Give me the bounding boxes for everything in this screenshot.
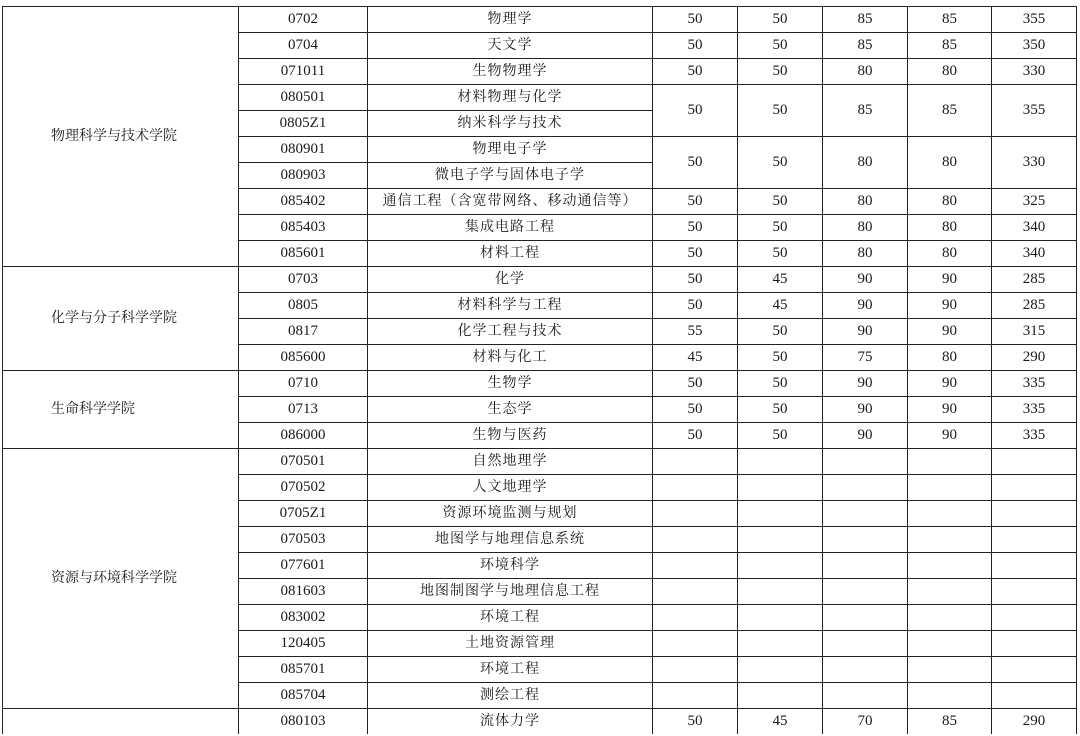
total-score: [992, 605, 1077, 631]
major-code: 080501: [239, 85, 368, 111]
foreign-language-score: 50: [738, 241, 823, 267]
politics-score: 50: [653, 267, 738, 293]
foreign-language-score: 50: [738, 319, 823, 345]
major-name: 材料与化工: [368, 345, 653, 371]
subject1-score: 85: [823, 33, 908, 59]
total-score: 340: [992, 215, 1077, 241]
subject2-score: 90: [908, 319, 992, 345]
subject2-score: [908, 527, 992, 553]
major-code: 070503: [239, 527, 368, 553]
politics-score: 50: [653, 59, 738, 85]
subject1-score: [823, 501, 908, 527]
major-code: 0710: [239, 371, 368, 397]
politics-score: 50: [653, 215, 738, 241]
table-row: [3, 267, 1077, 293]
table-row: [3, 709, 1077, 735]
foreign-language-score: 50: [738, 85, 823, 137]
major-code: 083002: [239, 605, 368, 631]
politics-score: [653, 605, 738, 631]
politics-score: [653, 449, 738, 475]
subject1-score: 80: [823, 215, 908, 241]
major-name: 环境工程: [368, 605, 653, 631]
subject2-score: 85: [908, 709, 992, 735]
subject2-score: 90: [908, 397, 992, 423]
major-code: 0702: [239, 7, 368, 33]
major-name: 生物物理学: [368, 59, 653, 85]
total-score: [992, 657, 1077, 683]
total-score: [992, 449, 1077, 475]
subject2-score: [908, 449, 992, 475]
major-code: 085704: [239, 683, 368, 709]
subject1-score: 80: [823, 241, 908, 267]
foreign-language-score: 50: [738, 7, 823, 33]
major-name: 环境工程: [368, 657, 653, 683]
total-score: [992, 631, 1077, 657]
foreign-language-score: [738, 579, 823, 605]
major-name: 人文地理学: [368, 475, 653, 501]
foreign-language-score: [738, 683, 823, 709]
major-name: 土地资源管理: [368, 631, 653, 657]
total-score: 335: [992, 371, 1077, 397]
subject2-score: [908, 501, 992, 527]
college-name: 生命科学学院: [3, 371, 239, 449]
foreign-language-score: [738, 631, 823, 657]
subject1-score: [823, 631, 908, 657]
total-score: [992, 501, 1077, 527]
foreign-language-score: 50: [738, 215, 823, 241]
major-name: 化学工程与技术: [368, 319, 653, 345]
subject2-score: [908, 605, 992, 631]
total-score: 335: [992, 423, 1077, 449]
major-code: 085601: [239, 241, 368, 267]
major-name: 资源环境监测与规划: [368, 501, 653, 527]
major-code: 0705Z1: [239, 501, 368, 527]
total-score: 340: [992, 241, 1077, 267]
major-code: 085701: [239, 657, 368, 683]
politics-score: 50: [653, 397, 738, 423]
subject1-score: 90: [823, 267, 908, 293]
table-row: [3, 371, 1077, 397]
subject2-score: [908, 631, 992, 657]
total-score: 350: [992, 33, 1077, 59]
major-name: 生物学: [368, 371, 653, 397]
subject1-score: 90: [823, 319, 908, 345]
foreign-language-score: 45: [738, 709, 823, 735]
politics-score: 50: [653, 137, 738, 189]
foreign-language-score: 50: [738, 137, 823, 189]
score-table-body: [3, 7, 1077, 735]
major-code: 080103: [239, 709, 368, 735]
subject1-score: [823, 683, 908, 709]
foreign-language-score: 50: [738, 345, 823, 371]
subject1-score: 90: [823, 397, 908, 423]
major-code: 0703: [239, 267, 368, 293]
major-name: 生态学: [368, 397, 653, 423]
subject1-score: 80: [823, 189, 908, 215]
total-score: [992, 475, 1077, 501]
major-name: 材料工程: [368, 241, 653, 267]
major-code: 081603: [239, 579, 368, 605]
major-code: 085403: [239, 215, 368, 241]
foreign-language-score: [738, 657, 823, 683]
major-name: 微电子学与固体电子学: [368, 163, 653, 189]
score-table-container: [2, 6, 1077, 735]
subject2-score: [908, 683, 992, 709]
foreign-language-score: [738, 527, 823, 553]
politics-score: [653, 631, 738, 657]
subject2-score: 80: [908, 215, 992, 241]
major-name: 流体力学: [368, 709, 653, 735]
subject2-score: 90: [908, 423, 992, 449]
subject1-score: [823, 475, 908, 501]
subject1-score: 80: [823, 59, 908, 85]
major-name: 测绘工程: [368, 683, 653, 709]
foreign-language-score: 50: [738, 397, 823, 423]
politics-score: [653, 579, 738, 605]
foreign-language-score: 45: [738, 293, 823, 319]
major-name: 材料物理与化学: [368, 85, 653, 111]
politics-score: 50: [653, 709, 738, 735]
total-score: 290: [992, 345, 1077, 371]
college-name: 物理科学与技术学院: [3, 7, 239, 267]
total-score: 330: [992, 59, 1077, 85]
subject2-score: 80: [908, 137, 992, 189]
total-score: [992, 527, 1077, 553]
subject2-score: 80: [908, 345, 992, 371]
foreign-language-score: 50: [738, 59, 823, 85]
major-code: 0704: [239, 33, 368, 59]
politics-score: 50: [653, 7, 738, 33]
major-name: 集成电路工程: [368, 215, 653, 241]
subject2-score: 80: [908, 241, 992, 267]
subject1-score: 90: [823, 293, 908, 319]
total-score: 285: [992, 293, 1077, 319]
major-name: 物理学: [368, 7, 653, 33]
major-code: 086000: [239, 423, 368, 449]
subject1-score: [823, 449, 908, 475]
major-code: 0805Z1: [239, 111, 368, 137]
total-score: 355: [992, 85, 1077, 137]
major-name: 材料科学与工程: [368, 293, 653, 319]
subject2-score: 85: [908, 85, 992, 137]
major-name: 地图制图学与地理信息工程: [368, 579, 653, 605]
subject2-score: [908, 475, 992, 501]
major-name: 纳米科学与技术: [368, 111, 653, 137]
foreign-language-score: [738, 501, 823, 527]
total-score: 290: [992, 709, 1077, 735]
subject2-score: 90: [908, 371, 992, 397]
foreign-language-score: [738, 475, 823, 501]
total-score: 325: [992, 189, 1077, 215]
foreign-language-score: [738, 449, 823, 475]
major-code: 071011: [239, 59, 368, 85]
major-code: 0805: [239, 293, 368, 319]
total-score: [992, 683, 1077, 709]
politics-score: [653, 657, 738, 683]
subject2-score: 90: [908, 267, 992, 293]
major-code: 080901: [239, 137, 368, 163]
politics-score: [653, 475, 738, 501]
subject1-score: [823, 527, 908, 553]
major-name: 环境科学: [368, 553, 653, 579]
subject1-score: [823, 553, 908, 579]
foreign-language-score: [738, 553, 823, 579]
subject2-score: 85: [908, 33, 992, 59]
subject2-score: [908, 579, 992, 605]
subject1-score: [823, 605, 908, 631]
major-name: 天文学: [368, 33, 653, 59]
major-code: 070502: [239, 475, 368, 501]
total-score: 330: [992, 137, 1077, 189]
major-name: 通信工程（含宽带网络、移动通信等）: [368, 189, 653, 215]
major-code: 085402: [239, 189, 368, 215]
politics-score: 50: [653, 423, 738, 449]
politics-score: [653, 527, 738, 553]
college-name: 化学与分子科学学院: [3, 267, 239, 371]
politics-score: [653, 683, 738, 709]
major-code: 077601: [239, 553, 368, 579]
politics-score: 50: [653, 33, 738, 59]
major-code: 085600: [239, 345, 368, 371]
politics-score: 50: [653, 371, 738, 397]
subject2-score: 85: [908, 7, 992, 33]
major-code: 0713: [239, 397, 368, 423]
college-name: 资源与环境科学学院: [3, 449, 239, 709]
major-code: 080903: [239, 163, 368, 189]
major-code: 070501: [239, 449, 368, 475]
subject1-score: 85: [823, 85, 908, 137]
foreign-language-score: 50: [738, 423, 823, 449]
subject2-score: 90: [908, 293, 992, 319]
major-code: 120405: [239, 631, 368, 657]
subject1-score: 90: [823, 423, 908, 449]
foreign-language-score: 50: [738, 33, 823, 59]
total-score: 335: [992, 397, 1077, 423]
total-score: 315: [992, 319, 1077, 345]
table-row: [3, 449, 1077, 475]
subject1-score: 85: [823, 7, 908, 33]
total-score: [992, 579, 1077, 605]
subject2-score: [908, 553, 992, 579]
foreign-language-score: 50: [738, 371, 823, 397]
major-name: 物理电子学: [368, 137, 653, 163]
foreign-language-score: [738, 605, 823, 631]
table-row: [3, 7, 1077, 33]
subject1-score: [823, 657, 908, 683]
major-name: 地图学与地理信息系统: [368, 527, 653, 553]
politics-score: [653, 501, 738, 527]
major-code: 0817: [239, 319, 368, 345]
politics-score: 55: [653, 319, 738, 345]
subject1-score: 70: [823, 709, 908, 735]
major-name: 自然地理学: [368, 449, 653, 475]
subject2-score: 80: [908, 59, 992, 85]
politics-score: 50: [653, 85, 738, 137]
foreign-language-score: 50: [738, 189, 823, 215]
politics-score: 50: [653, 241, 738, 267]
politics-score: 50: [653, 293, 738, 319]
politics-score: 50: [653, 189, 738, 215]
total-score: [992, 553, 1077, 579]
major-name: 化学: [368, 267, 653, 293]
subject1-score: 80: [823, 137, 908, 189]
subject2-score: 80: [908, 189, 992, 215]
subject1-score: 90: [823, 371, 908, 397]
subject1-score: 75: [823, 345, 908, 371]
foreign-language-score: 45: [738, 267, 823, 293]
subject2-score: [908, 657, 992, 683]
college-name: [3, 709, 239, 735]
politics-score: 45: [653, 345, 738, 371]
score-table: [2, 6, 1077, 735]
politics-score: [653, 553, 738, 579]
total-score: 285: [992, 267, 1077, 293]
subject1-score: [823, 579, 908, 605]
major-name: 生物与医药: [368, 423, 653, 449]
total-score: 355: [992, 7, 1077, 33]
